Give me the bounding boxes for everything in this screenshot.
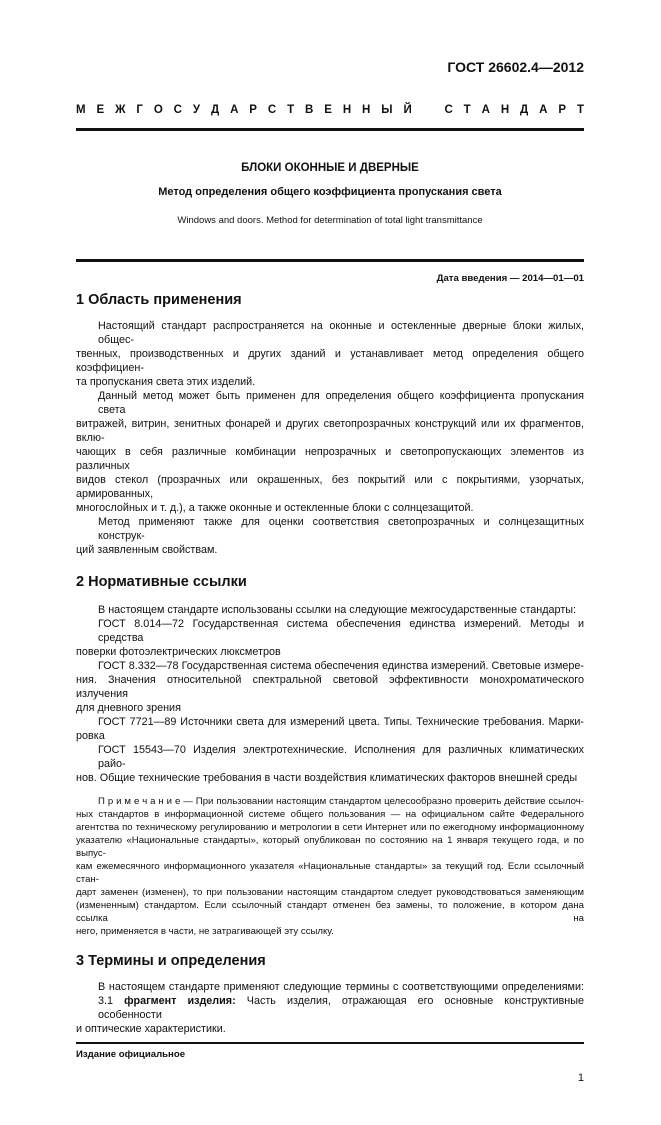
edition-label: Издание официальное — [76, 1049, 186, 1060]
text-line: витражей, витрин, зенитных фонарей и других светопрозрачных конструкций или их фрагментов, вклю- — [76, 418, 584, 444]
term-definition: Часть изделия, отражающая его основные конструктивные особенности — [98, 995, 585, 1021]
section-3-body — [76, 980, 584, 1036]
text-line: В настоящем стандарте использованы ссылки на следующие межгосударственные стандарты: — [98, 604, 577, 616]
term-number: 3.1 — [98, 995, 114, 1007]
text-line: чающих в себя различные комбинации непрозрачных и светопропускающих элементов из различных — [76, 446, 584, 472]
term-3-1 — [76, 994, 584, 1022]
top-rule — [76, 128, 584, 131]
note-label: П р и м е ч а н и е — [98, 796, 181, 807]
note — [76, 795, 584, 938]
note-line: него, применяется в части, не затрагивающей эту ссылку. — [76, 926, 334, 937]
page-column — [76, 58, 584, 1085]
note-line: дарт заменен (изменен), то при пользовании настоящим стандартом следует руководствоваться заменяющим — [76, 887, 584, 898]
text-line: та пропускания света этих изделий. — [76, 376, 256, 388]
text-line: Метод применяют также для оценки соответствия светопрозрачных и солнцезащитных конструк- — [98, 516, 584, 542]
note-line — [76, 795, 584, 808]
footer-rule — [76, 1042, 584, 1044]
text-line: для дневного зрения — [76, 702, 181, 714]
note-line: кам ежемесячного информационного указателя «Национальные стандарты» за текущий год. Если ссылочный стан- — [76, 861, 584, 885]
text-line: Настоящий стандарт распространяется на оконные и остекленные дверные блоки жилых, общес- — [98, 320, 584, 346]
section-2-body — [76, 603, 584, 785]
term-definition-cont: и оптические характеристики. — [76, 1023, 226, 1035]
note-line: ных стандартов в информационной системе общего пользования — на официальном сайте Федерального — [76, 809, 584, 820]
text-line: ГОСТ 8.014—72 Государственная система обеспечения единства измерений. Методы и средства — [98, 618, 584, 644]
note-line: (измененным) стандартом. Если ссылочный стандарт отменен без замены, то положение, в котором дана ссылка на — [76, 900, 584, 924]
section-2-heading: 2 Нормативные ссылки — [76, 574, 247, 590]
doc-number: ГОСТ 26602.4—2012 — [447, 59, 584, 75]
title-rule — [76, 259, 584, 262]
title-main: БЛОКИ ОКОННЫЕ И ДВЕРНЫЕ — [241, 162, 419, 174]
section-1-body — [76, 319, 584, 557]
section-3-heading: 3 Термины и определения — [76, 953, 266, 969]
title-english: Windows and doors. Method for determination of total light transmittance — [177, 215, 483, 226]
note-text: — При пользовании настоящим стандартом целесообразно проверить действие ссылоч- — [183, 796, 585, 807]
text-line: ГОСТ 15543—70 Изделия электротехнические. Исполнения для различных климатических райо- — [98, 744, 584, 770]
text-line: ГОСТ 7721—89 Источники света для измерений цвета. Типы. Технические требования. Марки- — [98, 716, 584, 728]
text-line: ния. Значения относительной спектральной световой эффективности монохроматического излучения — [76, 674, 584, 700]
text-line: твенных, производственных и других зданий и устанавливает метод определения общего коэффициен- — [76, 348, 584, 374]
section-3-intro: В настоящем стандарте применяют следующие термины с соответствующими определениями: — [98, 981, 584, 993]
text-line: нов. Общие технические требования в части воздействия климатических факторов внешней среды — [76, 772, 578, 784]
section-1-heading: 1 Область применения — [76, 292, 242, 308]
text-line: Данный метод может быть применен для определения общего коэффициента пропускания света — [98, 390, 584, 416]
term-name: фрагмент изделия: — [124, 995, 236, 1007]
note-line: агентства по техническому регулированию и метрологии в сети Интернет или по ежегодному информационному — [76, 822, 584, 833]
text-line: ровка — [76, 730, 105, 742]
banner: М Е Ж Г О С У Д А Р С Т В Е Н Н Ы Й С Т А Н Д А Р Т — [76, 104, 584, 116]
text-line: ций заявленным свойствам. — [76, 544, 218, 556]
text-line: ГОСТ 8.332—78 Государственная система обеспечения единства измерений. Световые измере- — [98, 660, 584, 672]
effective-date: Дата введения — 2014—01—01 — [436, 273, 584, 284]
text-line: поверки фотоэлектрических люксметров — [76, 646, 281, 658]
text-line: многослойных и т. д.), а также оконные и остекленные блоки с солнцезащитой. — [76, 502, 474, 514]
page-number: 1 — [577, 1072, 584, 1084]
text-line: видов стекол (прозрачных или окрашенных, без покрытий или с покрытиями, узорчатых, армированных, — [76, 474, 584, 500]
note-line: указателю «Национальные стандарты», который опубликован по состоянию на 1 января текущего года, и по выпус- — [76, 835, 584, 859]
title-sub: Метод определения общего коэффициента пропускания света — [158, 186, 502, 198]
